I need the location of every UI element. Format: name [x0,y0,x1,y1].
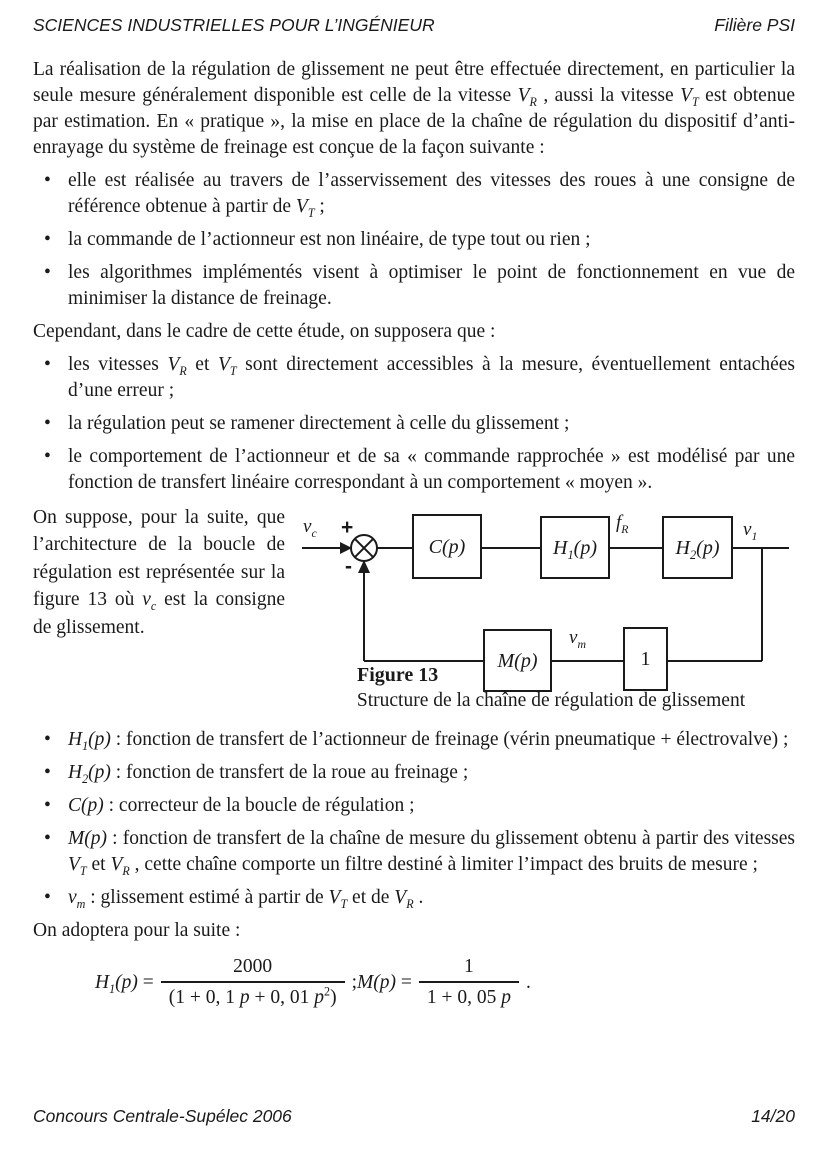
block-measure [483,629,552,692]
bullet-icon: • [44,413,51,434]
list-item-text: le comportement de l’actionneur et de sa « commande rapprochée » est modélisé par une fonction de transfert linéaire correspondant à un comportement « moyen ». [68,446,795,493]
block-corrector [412,514,482,579]
list-item-text: les algorithmes implémentés visent à optimiser le point de fonctionnement en vue de minimiser la distance de freinage. [68,262,795,309]
list-item-text: elle est réalisée au travers de l’asservissement des vitesses des roues à une consigne de référence obtenue à partir de $V_T$ ; [68,170,795,220]
figure-13-diagram [300,504,802,720]
footer-page-number: 14/20 [751,1106,795,1126]
list-item [33,411,795,437]
bullet-icon: • [44,795,51,816]
page-header [33,14,795,36]
list-item-text: M(p) : fonction de transfert de la chaîne de mesure du glissement obtenu à partir des vitesses $V_T$ et $V_R$ , cette chaîne comporte un filtre destiné à limiter l’impact des bruits de mesure ; [68,828,795,878]
list-item [33,793,795,819]
list-item [33,826,795,878]
block-actuator [540,516,610,579]
block-unity [623,627,668,691]
figure-section [33,504,795,720]
list-item-text: la commande de l’actionneur est non linéaire, de type tout ou rien ; [68,229,591,250]
figure-caption: Structure de la chaîne de régulation de glissement [356,690,746,711]
bullet-icon: • [44,729,51,750]
minus-sign: - [345,555,352,578]
signal-label-fr: $f_R$ [616,512,629,536]
block-label: $H_2(p)$ [675,536,720,562]
intro-paragraph: La réalisation de la régulation de glissement ne peut être effectuée directement, en particulier la seule mesure généralement disponible est celle de la vitesse $V_R$ , aussi la vitesse $V_T$ est obtenue par estimation. En « pratique », la mise en place de la chaîne de régulation du dispositif d’anti-enrayage du système de freinage est conçue de la façon suivante : [33,59,795,158]
list-item-text: $H_1(p)$ : fonction de transfert de l’actionneur de freinage (vérin pneumatique + électrovalve) ; [68,729,789,753]
signal-label-input: $\nu_c$ [303,516,317,540]
adoptera-paragraph: On adoptera pour la suite : [33,920,241,941]
plus-sign: + [341,516,354,539]
junction-cross-icon [355,539,373,557]
list-item-text: $\nu_m$ : glissement estimé à partir de $V_T$ et de $V_R$ . [68,887,424,911]
cependant-paragraph: Cependant, dans le cadre de cette étude, on supposera que : [33,321,496,342]
block-label: C(p) [428,535,466,558]
signal-label-output: $\nu_1$ [743,519,758,543]
formula-h1-lhs: $H_1(p)$ = [95,971,154,996]
formula-separator: ; [351,971,357,993]
transfer-function-formula [95,954,795,1011]
block-label: $H_1(p)$ [553,536,597,562]
formula-m-lhs: M(p) = [356,971,412,993]
list-item [33,885,795,911]
aside-text: On suppose, pour la suite, que l’architecture de la boucle de régulation est représentée sur la figure 13 où $\nu_c$ est la consigne de glissement. [33,507,285,638]
block-label: M(p) [497,649,538,672]
list-item [33,260,795,312]
bullet-icon: • [44,887,51,908]
formula-h1-numerator: 2000 [233,956,273,977]
list-item-text: la régulation peut se ramener directement à celle du glissement ; [68,413,570,434]
list-item [33,444,795,496]
figure-title: Figure 13 [357,664,439,686]
feedback-arrowhead-icon [358,560,370,573]
formula-end-period: . [525,971,531,993]
list-item-text: $H_2(p)$ : fonction de transfert de la roue au freinage ; [68,762,469,786]
footer-exam-name: Concours Centrale-Supélec 2006 [33,1106,292,1126]
bullet-icon: • [44,354,51,375]
list-item-text: C(p) : correcteur de la boucle de régulation ; [68,795,415,816]
formula-m-denominator: 1 + 0, 05 p [419,981,519,1011]
bullet-list-1 [33,168,795,312]
block-wheel [662,516,733,579]
list-item-text: les vitesses $V_R$ et $V_T$ sont directement accessibles à la mesure, éventuellement entachées d’une erreur ; [68,354,795,401]
formula-m-numerator: 1 [464,956,474,977]
bullet-icon: • [44,446,51,467]
list-item [33,227,795,253]
formula-h1-fraction [161,954,345,1011]
formula-m-fraction [419,954,519,1011]
list-item [33,760,795,786]
bullet-icon: • [44,828,51,849]
page-footer [33,1103,795,1129]
list-item [33,727,795,753]
signal-label-vm: $\nu_m$ [569,627,586,651]
block-label: 1 [640,648,651,670]
list-item [33,168,795,220]
header-filiere: Filière PSI [714,15,795,35]
bullet-icon: • [44,762,51,783]
bullet-list-2 [33,352,795,496]
header-title: SCIENCES INDUSTRIELLES POUR L’INGÉNIEUR [33,15,435,35]
bullet-icon: • [44,262,51,283]
bullet-list-3 [33,727,795,911]
bullet-icon: • [44,229,51,250]
formula-h1-denominator: (1 + 0, 1 p + 0, 01 $p^2$) [161,981,345,1011]
bullet-icon: • [44,170,51,191]
list-item [33,352,795,404]
input-arrowhead-icon [340,542,352,554]
